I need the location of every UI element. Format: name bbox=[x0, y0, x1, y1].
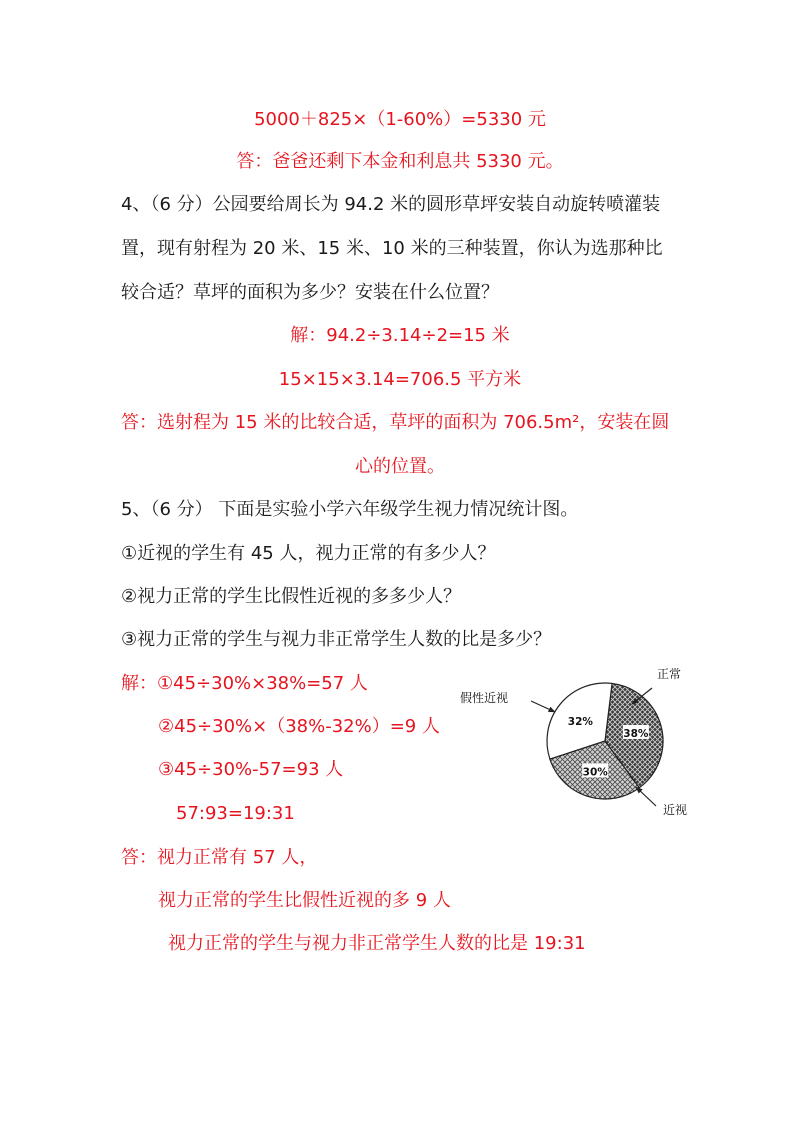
question-5-part-1: ①近视的学生有 45 人，视力正常的有多少人？ bbox=[121, 543, 496, 564]
question-5-title: 5、（6 分） 下面是实验小学六年级学生视力情况统计图。 bbox=[121, 499, 579, 520]
pie-category-label: 近视 bbox=[663, 803, 688, 817]
calc-line-q3: 5000＋825×（1-60%）=5330 元 bbox=[254, 109, 546, 130]
question-4-line-3: 较合适？草坪的面积为多少？安装在什么位置？ bbox=[121, 282, 499, 303]
pie-slice-percent-label: 32% bbox=[567, 715, 593, 728]
pie-slice-percent-label: 38% bbox=[623, 727, 649, 740]
pie-leader-arrow bbox=[531, 701, 555, 712]
solution-5-line-4: 57:93=19:31 bbox=[176, 803, 295, 824]
question-5-part-2: ②视力正常的学生比假性近视的多多少人？ bbox=[121, 586, 462, 607]
question-5-part-3: ③视力正常的学生与视力非正常学生人数的比是多少？ bbox=[121, 629, 552, 650]
pie-category-label: 正常 bbox=[657, 667, 682, 681]
solution-5-line-2: ②45÷30%×（38%-32%）=9 人 bbox=[158, 716, 440, 737]
solution-5-line-1: 解：①45÷30%×38%=57 人 bbox=[121, 673, 368, 694]
vision-pie-chart bbox=[460, 652, 720, 822]
question-4-line-1: 4、（6 分）公园要给周长为 94.2 米的圆形草坪安装自动旋转喷灌装 bbox=[121, 194, 661, 215]
solution-5-line-3: ③45÷30%-57=93 人 bbox=[158, 759, 344, 780]
solution-4-line-2: 15×15×3.14=706.5 平方米 bbox=[278, 369, 522, 390]
answer-line-q3: 答：爸爸还剩下本金和利息共 5330 元。 bbox=[236, 151, 564, 172]
answer-5-line-1: 答：视力正常有 57 人， bbox=[121, 847, 318, 868]
pie-category-label: 假性近视 bbox=[460, 691, 509, 705]
answer-4-line-2: 心的位置。 bbox=[355, 456, 445, 477]
pie-leader-arrow bbox=[636, 787, 656, 806]
question-4-line-2: 置，现有射程为 20 米、15 米、10 米的三种装置，你认为选那种比 bbox=[121, 238, 663, 259]
answer-4-line-1: 答：选射程为 15 米的比较合适，草坪的面积为 706.5m²，安装在圆 bbox=[121, 412, 670, 433]
pie-slice-percent-label: 30% bbox=[582, 766, 608, 779]
solution-4-line-1: 解：94.2÷3.14÷2=15 米 bbox=[290, 325, 510, 346]
answer-5-line-2: 视力正常的学生比假性近视的多 9 人 bbox=[158, 890, 451, 911]
answer-5-line-3: 视力正常的学生与视力非正常学生人数的比是 19:31 bbox=[168, 933, 586, 954]
